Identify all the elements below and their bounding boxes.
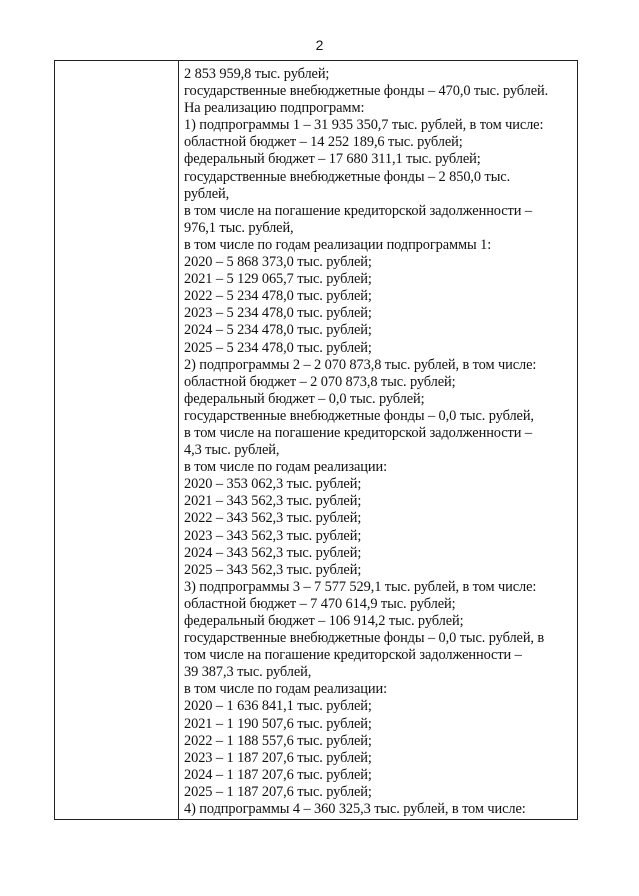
text-line: 2020 – 5 868 373,0 тыс. рублей; xyxy=(184,254,372,271)
text-line: в том числе на погашение кредиторской задолженности – xyxy=(184,202,532,219)
text-line: 2023 – 1 187 207,6 тыс. рублей; xyxy=(184,749,372,766)
text-line: 2025 – 343 562,3 тыс. рублей; xyxy=(184,561,362,578)
text-line: 1) подпрограммы 1 – 31 935 350,7 тыс. рублей, в том числе: xyxy=(184,117,544,134)
text-line: 2022 – 343 562,3 тыс. рублей; xyxy=(184,510,362,527)
text-line: в том числе по годам реализации подпрограммы 1: xyxy=(184,236,492,253)
text-line: 4) подпрограммы 4 – 360 325,3 тыс. рублей, в том числе: xyxy=(184,801,526,818)
text-line: государственные внебюджетные фонды – 0,0 тыс. рублей, в xyxy=(184,630,545,647)
text-line: областной бюджет – 7 470 614,9 тыс. рублей; xyxy=(184,595,456,612)
text-line: в том числе по годам реализации: xyxy=(184,681,387,698)
text-line: 2025 – 1 187 207,6 тыс. рублей; xyxy=(184,783,372,800)
text-line: областной бюджет – 14 252 189,6 тыс. рублей; xyxy=(184,134,463,151)
text-line: 2022 – 5 234 478,0 тыс. рублей; xyxy=(184,288,372,305)
text-line: в том числе по годам реализации: xyxy=(184,459,387,476)
text-line: 39 387,3 тыс. рублей, xyxy=(184,664,312,681)
table-left-column xyxy=(55,61,179,819)
text-line: 2024 – 1 187 207,6 тыс. рублей; xyxy=(184,766,372,783)
text-line: рублей, xyxy=(184,185,230,202)
text-line: том числе на погашение кредиторской задолженности – xyxy=(184,647,522,664)
text-line: 2021 – 5 129 065,7 тыс. рублей; xyxy=(184,271,372,288)
text-line: 2025 – 5 234 478,0 тыс. рублей; xyxy=(184,339,372,356)
text-line: 4,3 тыс. рублей, xyxy=(184,442,280,459)
text-line: областной бюджет – 2 070 873,8 тыс. рублей; xyxy=(184,373,456,390)
text-line: 2024 – 343 562,3 тыс. рублей; xyxy=(184,544,362,561)
text-line: 2021 – 1 190 507,6 тыс. рублей; xyxy=(184,715,372,732)
table-right-column xyxy=(179,61,577,819)
text-line: в том числе на погашение кредиторской задолженности – xyxy=(184,424,532,441)
page-number: 2 xyxy=(315,37,324,53)
text-line: 2 853 959,8 тыс. рублей; xyxy=(184,66,330,82)
text-line: 2) подпрограммы 2 – 2 070 873,8 тыс. рублей, в том числе: xyxy=(184,356,537,373)
text-line: 2023 – 5 234 478,0 тыс. рублей; xyxy=(184,305,372,322)
text-line: 2020 – 1 636 841,1 тыс. рублей; xyxy=(184,698,372,715)
text-line: 976,1 тыс. рублей, xyxy=(184,219,294,236)
funding-table xyxy=(54,60,578,820)
text-line: 2020 – 353 062,3 тыс. рублей; xyxy=(184,476,362,493)
text-line: 2022 – 1 188 557,6 тыс. рублей; xyxy=(184,732,372,749)
text-line: 2024 – 5 234 478,0 тыс. рублей; xyxy=(184,322,372,339)
text-line: государственные внебюджетные фонды – 0,0 тыс. рублей, xyxy=(184,407,534,424)
text-line: федеральный бюджет – 17 680 311,1 тыс. рублей; xyxy=(184,151,481,168)
text-line: федеральный бюджет – 106 914,2 тыс. рублей; xyxy=(184,613,464,629)
text-line: федеральный бюджет – 0,0 тыс. рублей; xyxy=(184,390,425,407)
text-line: 2021 – 343 562,3 тыс. рублей; xyxy=(184,493,362,510)
text-line: 2023 – 343 562,3 тыс. рублей; xyxy=(184,527,362,544)
text-line: 3) подпрограммы 3 – 7 577 529,1 тыс. рублей, в том числе: xyxy=(184,578,537,595)
text-line: государственные внебюджетные фонды – 2 850,0 тыс. xyxy=(184,168,511,185)
text-line: государственные внебюджетные фонды – 470,0 тыс. рублей. xyxy=(184,83,549,100)
text-line: На реализацию подпрограмм: xyxy=(184,100,365,117)
